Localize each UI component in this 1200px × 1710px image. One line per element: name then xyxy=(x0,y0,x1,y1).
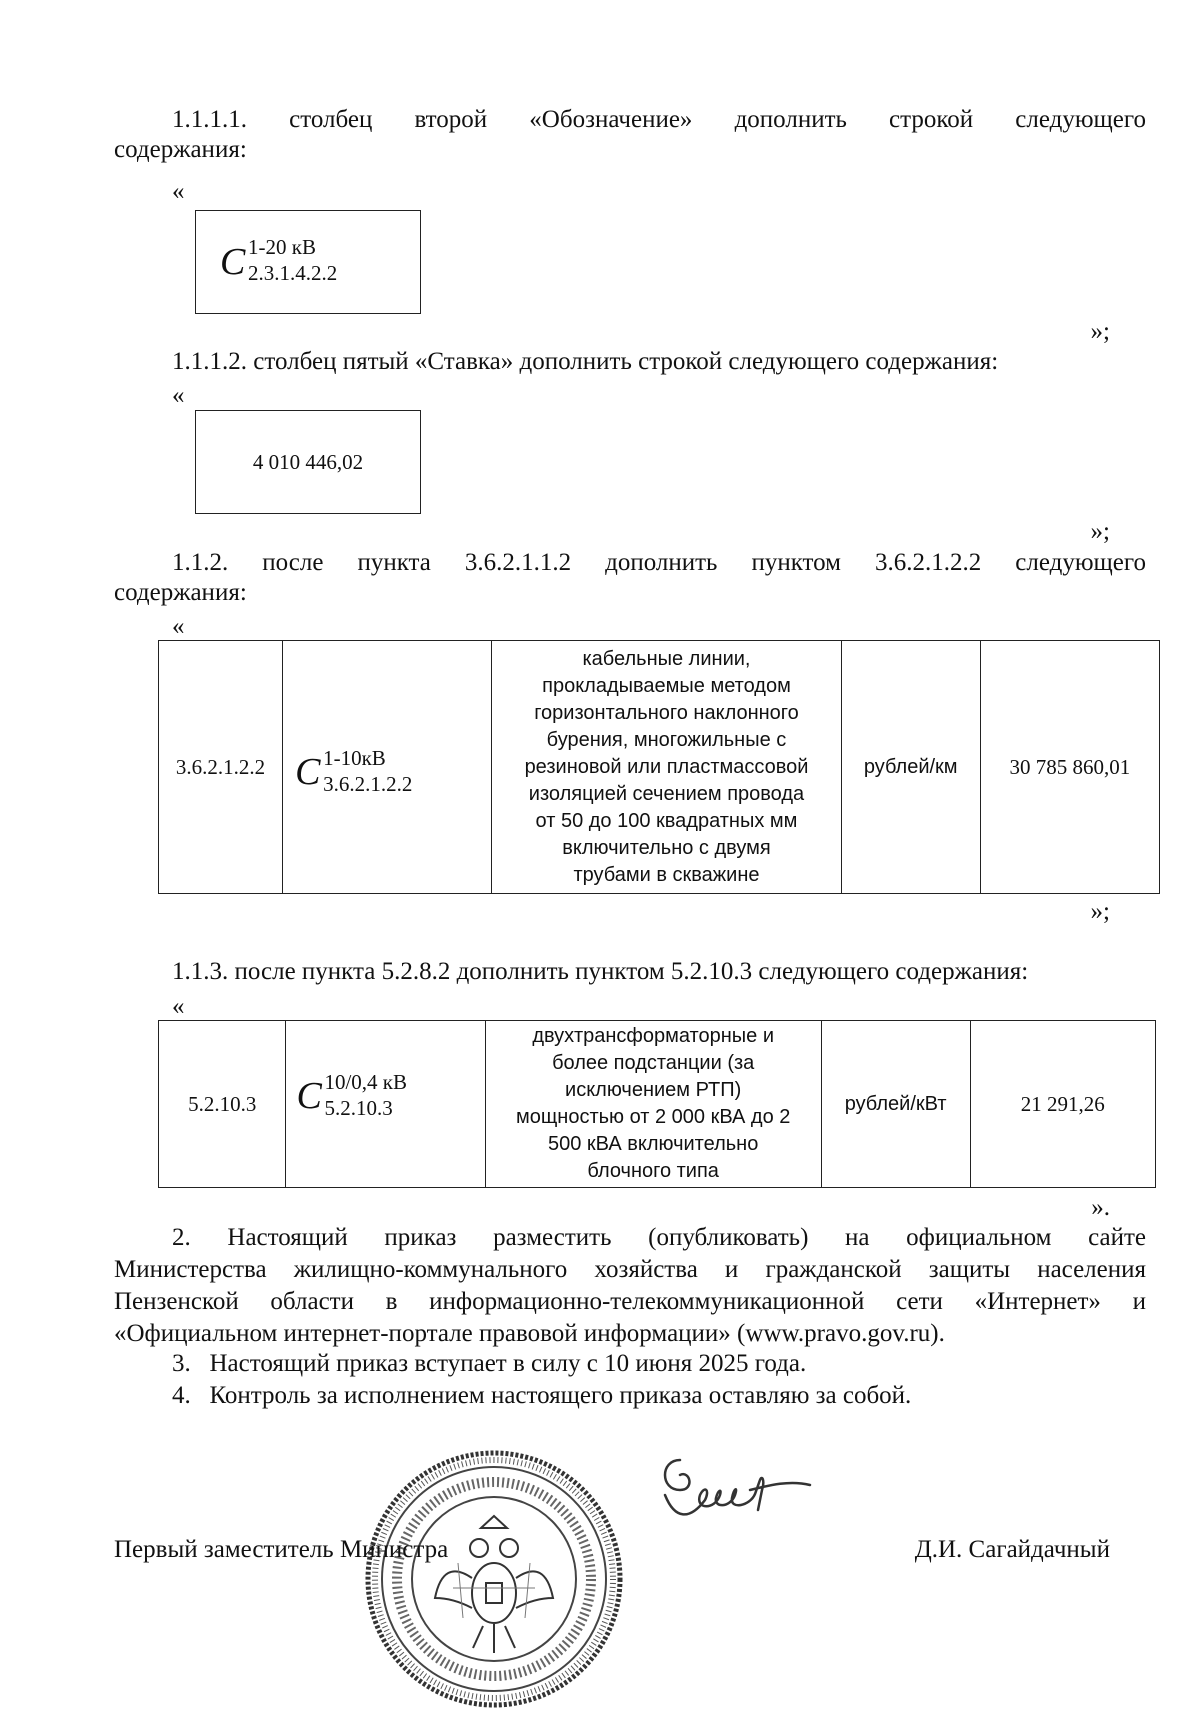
handwritten-signature xyxy=(650,1450,860,1530)
official-seal-stamp xyxy=(363,1448,625,1710)
tariff-table-3-6 xyxy=(158,640,1160,894)
description-line: бурения, многожильные с xyxy=(546,728,787,751)
rate-value: 4 010 446,02 xyxy=(252,449,364,474)
open-quote: « xyxy=(172,613,185,640)
close-quote: ». xyxy=(1091,1194,1110,1221)
code-cell: 5.2.10.3 xyxy=(159,1021,286,1188)
description-line: 500 кВА включительно xyxy=(548,1133,759,1155)
unit-cell: рублей/кВт xyxy=(821,1021,970,1188)
item-1-1-1-2-line1: 1.1.1.2. столбец пятый «Ставка» дополнить строкой следующего содержания: xyxy=(172,348,999,375)
item-1-1-2-line2: содержания: xyxy=(114,579,247,606)
description-line: двухтрансформаторные и xyxy=(532,1025,774,1047)
paragraph-2-line: Министерства жилищно-коммунального хозяйства и гражданской защиты населения xyxy=(114,1256,1146,1283)
paragraph-2-line: «Официальном интернет-портале правовой информации» (www.pravo.gov.ru). xyxy=(114,1320,945,1347)
symbol-letter: C xyxy=(295,751,321,793)
symbol-superscript: 1-20 кВ xyxy=(248,235,316,259)
description-cell xyxy=(492,641,841,894)
close-quote: »; xyxy=(1090,898,1110,925)
symbol-superscript: 10/0,4 кВ xyxy=(324,1070,408,1094)
symbol-subscript: 3.6.2.1.2.2 xyxy=(323,772,413,796)
description-line: исключением РТП) xyxy=(565,1079,742,1101)
table-row xyxy=(159,641,1160,894)
tariff-table-5-2 xyxy=(158,1020,1156,1188)
rate-cell: 21 291,26 xyxy=(970,1021,1155,1188)
description-line: трубами в скважине xyxy=(573,863,760,886)
description-line: блочного типа xyxy=(587,1160,719,1182)
paragraph-2-line: Пензенской области в информационно-телекоммуникационной сети «Интернет» и xyxy=(114,1288,1146,1315)
paragraph-4: 4. Контроль за исполнением настоящего приказа оставляю за собой. xyxy=(172,1382,912,1409)
symbol-letter: C xyxy=(296,1075,322,1117)
table-row xyxy=(159,1021,1156,1188)
description-cell xyxy=(485,1021,821,1188)
item-1-1-1-1-line1: 1.1.1.1. столбец второй «Обозначение» дополнить строкой следующего xyxy=(172,106,1146,133)
signatory-name: Д.И. Сагайдачный xyxy=(914,1536,1110,1563)
rate-box xyxy=(195,410,421,514)
designation-box xyxy=(195,210,421,314)
description-line: более подстанции (за xyxy=(552,1052,755,1074)
close-quote: »; xyxy=(1090,318,1110,345)
open-quote: « xyxy=(172,382,185,409)
open-quote: « xyxy=(172,993,185,1020)
description-line: мощностью от 2 000 кВА до 2 xyxy=(515,1106,791,1128)
description-line: включительно с двумя xyxy=(562,836,771,859)
symbol-superscript: 1-10кВ xyxy=(323,746,386,770)
description-line: прокладываемые методом xyxy=(542,674,791,697)
signatory-position: Первый заместитель Министра xyxy=(114,1536,449,1563)
description-line: кабельные линии, xyxy=(582,647,751,670)
description-line: горизонтального наклонного xyxy=(534,701,799,724)
symbol-letter: C xyxy=(220,241,246,283)
symbol-subscript: 2.3.1.4.2.2 xyxy=(248,261,338,285)
paragraph-3: 3. Настоящий приказ вступает в силу с 10 июня 2025 года. xyxy=(172,1350,807,1377)
item-1-1-1-1-line2: содержания: xyxy=(114,136,247,163)
description-line: резиновой или пластмассовой xyxy=(524,755,809,778)
description-line: от 50 до 100 квадратных мм xyxy=(535,809,798,832)
item-1-1-3-line1: 1.1.3. после пункта 5.2.8.2 дополнить пунктом 5.2.10.3 следующего содержания: xyxy=(172,958,1029,985)
symbol-subscript: 5.2.10.3 xyxy=(324,1096,393,1120)
symbol-cell xyxy=(286,1021,485,1188)
unit-cell: рублей/км xyxy=(841,641,980,894)
item-1-1-2-line1: 1.1.2. после пункта 3.6.2.1.1.2 дополнить пунктом 3.6.2.1.2.2 следующего xyxy=(172,549,1146,576)
close-quote: »; xyxy=(1090,518,1110,545)
symbol-cell xyxy=(283,641,492,894)
description-line: изоляцией сечением провода xyxy=(528,782,805,805)
open-quote: « xyxy=(172,178,185,205)
paragraph-2-line: 2. Настоящий приказ разместить (опубликовать) на официальном сайте xyxy=(172,1224,1146,1251)
code-cell: 3.6.2.1.2.2 xyxy=(159,641,283,894)
rate-cell: 30 785 860,01 xyxy=(980,641,1159,894)
